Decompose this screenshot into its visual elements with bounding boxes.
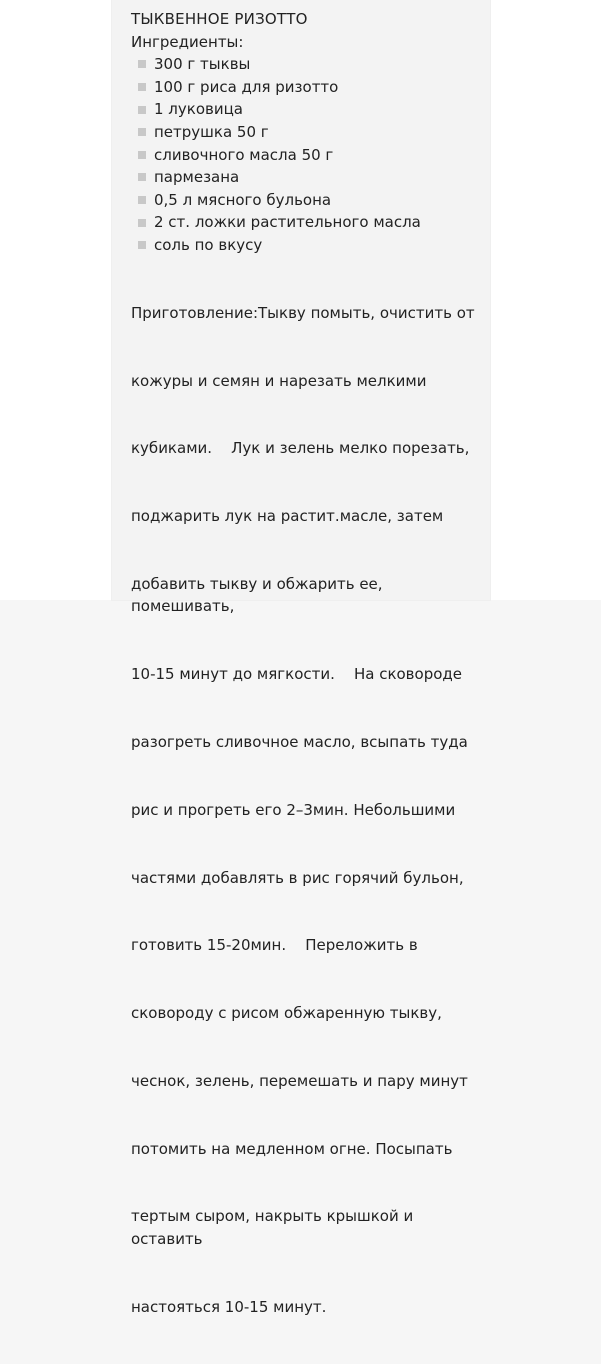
method-line: сковороду с рисом обжаренную тыкву, <box>131 1004 442 1023</box>
list-item <box>138 76 481 99</box>
list-item <box>138 121 481 144</box>
checkbox-square-icon[interactable] <box>138 219 146 227</box>
ingredient-text: сливочного масла 50 г <box>154 145 334 164</box>
checkbox-square-icon[interactable] <box>138 241 146 249</box>
method-line: готовить 15-20мин. Переложить в <box>131 936 418 955</box>
recipe-title: ТЫКВЕННОЕ РИЗОТТО <box>131 10 308 28</box>
method-line: Приготовление:Тыкву помыть, очистить от <box>131 303 475 322</box>
checkbox-square-icon[interactable] <box>138 106 146 114</box>
list-item <box>138 234 481 257</box>
ingredients-list <box>131 53 481 256</box>
list-item <box>138 53 481 76</box>
method-line: чеснок, зелень, перемешать и пару минут <box>131 1071 468 1090</box>
checkbox-square-icon[interactable] <box>138 173 146 181</box>
method-text <box>131 257 481 1364</box>
list-item <box>138 144 481 167</box>
method-line: частями добавлять в рис горячий бульон, <box>131 868 464 887</box>
list-item <box>138 189 481 212</box>
ingredient-text: 300 г тыквы <box>154 55 251 74</box>
ingredient-text: 2 ст. ложки растительного масла <box>154 213 421 232</box>
ingredient-text: соль по вкусу <box>154 235 263 254</box>
ingredient-text: пармезана <box>154 168 240 187</box>
method-line: разогреть сливочное масло, всыпать туда <box>131 733 468 751</box>
method-line: поджарить лук на растит.масле, затем <box>131 507 444 526</box>
list-item <box>138 98 481 121</box>
ingredient-text: петрушка 50 г <box>154 122 269 141</box>
method-line: потомить на медленном огне. Посыпать <box>131 1139 453 1158</box>
checkbox-square-icon[interactable] <box>138 60 146 68</box>
checkbox-square-icon[interactable] <box>138 151 146 159</box>
ingredient-text: 100 г риса для ризотто <box>154 77 339 96</box>
list-item <box>138 166 481 189</box>
ingredients-heading: Ингредиенты: <box>131 32 244 51</box>
recipe-note <box>131 8 481 1364</box>
method-line: кубиками. Лук и зелень мелко порезать, <box>131 439 470 458</box>
method-line: добавить тыкву и обжарить ее, помешивать, <box>131 574 388 616</box>
method-line: тертым сыром, накрыть крышкой и оставить <box>131 1207 418 1249</box>
checkbox-square-icon[interactable] <box>138 196 146 204</box>
checkbox-square-icon[interactable] <box>138 128 146 136</box>
method-line: настояться 10-15 минут. <box>131 1297 327 1316</box>
method-line: 10-15 минут до мягкости. На сковороде <box>131 665 462 684</box>
ingredient-text: 1 луковица <box>154 100 244 119</box>
list-item <box>138 211 481 234</box>
ingredient-text: 0,5 л мясного бульона <box>154 190 332 209</box>
checkbox-square-icon[interactable] <box>138 83 146 91</box>
method-line: кожуры и семян и нарезать мелкими <box>131 371 427 390</box>
method-line: рис и прогреть его 2–3мин. Небольшими <box>131 800 456 819</box>
